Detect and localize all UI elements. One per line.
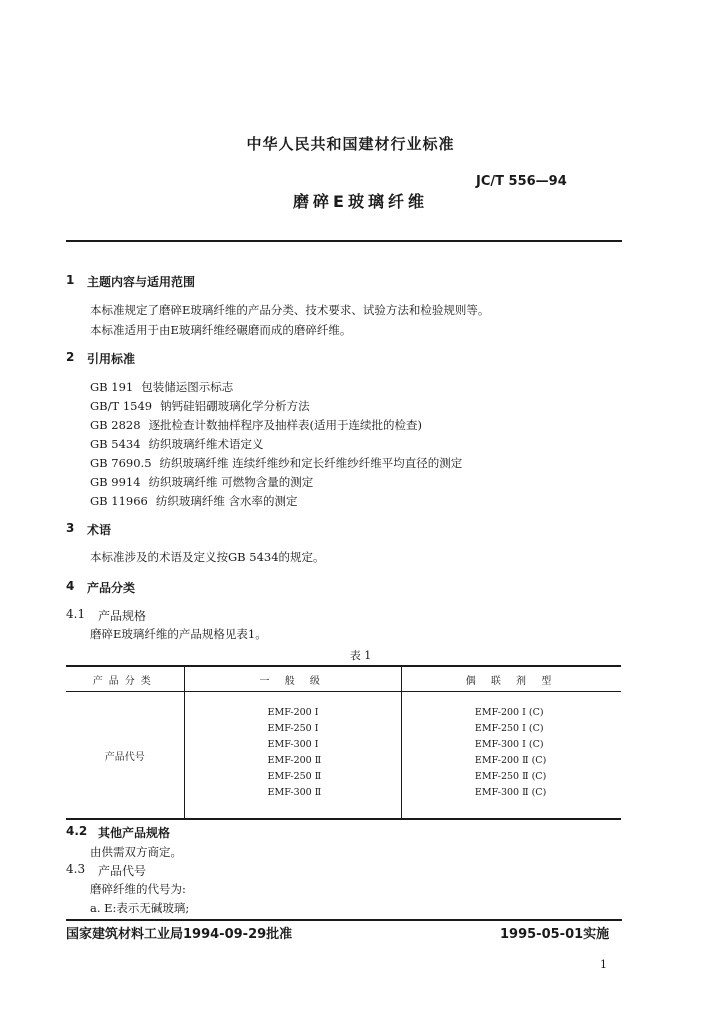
product-code: EMF-300 Ⅰ (C) bbox=[474, 739, 544, 750]
subsection-4-1-title: 产品规格 bbox=[98, 609, 147, 623]
section-2-title: 引用标准 bbox=[87, 352, 136, 366]
product-code: EMF-200 Ⅱ bbox=[267, 755, 322, 766]
page-number: 1 bbox=[600, 958, 607, 971]
section-1-paragraph-1: 本标准规定了磨碎E玻璃纤维的产品分类、技术要求、试验方法和检验规则等。 bbox=[90, 303, 490, 317]
reference-name: 逐批检查计数抽样程序及抽样表(适用于连续批的检查) bbox=[148, 418, 423, 432]
reference-code: GB 9914 bbox=[90, 475, 141, 489]
coupling-agent-list bbox=[403, 693, 620, 817]
reference-item bbox=[90, 455, 462, 471]
reference-name: 纺织玻璃纤维术语定义 bbox=[148, 437, 264, 451]
reference-item bbox=[90, 398, 310, 414]
subsection-4-1-number: 4.1 bbox=[66, 607, 86, 621]
reference-item bbox=[90, 436, 264, 452]
product-code: EMF-250 Ⅱ (C) bbox=[474, 771, 547, 782]
reference-code: GB/T 1549 bbox=[90, 399, 153, 413]
reference-code: GB 5434 bbox=[90, 437, 141, 451]
section-1-paragraph-2: 本标准适用于由E玻璃纤维经碾磨而成的磨碎纤维。 bbox=[90, 323, 352, 337]
reference-code: GB 2828 bbox=[90, 418, 141, 432]
section-3-number: 3 bbox=[66, 521, 75, 535]
product-code: EMF-250 Ⅰ (C) bbox=[474, 723, 544, 734]
reference-code: GB 7690.5 bbox=[90, 456, 152, 470]
reference-name: 纺织玻璃纤维 连续纤维纱和定长纤维纱纤维平均直径的测定 bbox=[159, 456, 463, 470]
product-code: EMF-300 Ⅱ (C) bbox=[474, 787, 547, 798]
bottom-rule-divider bbox=[66, 919, 622, 921]
subsection-4-2-paragraph: 由供需双方商定。 bbox=[90, 845, 182, 859]
product-code: EMF-200 Ⅰ (C) bbox=[474, 707, 544, 718]
reference-item bbox=[90, 417, 422, 433]
reference-name: 钠钙硅铝硼玻璃化学分析方法 bbox=[160, 399, 310, 413]
table-header-cell: 一 般 级 bbox=[184, 666, 401, 692]
section-3-title: 术语 bbox=[87, 523, 112, 537]
row-label-cell bbox=[66, 692, 184, 820]
general-grade-list bbox=[186, 693, 400, 817]
subsection-4-3-title: 产品代号 bbox=[98, 864, 147, 878]
table-header-cell: 偶 联 剂 型 bbox=[401, 666, 621, 692]
general-grade-cell bbox=[184, 692, 401, 820]
subsection-4-3-item-a: a. E:表示无碱玻璃; bbox=[90, 901, 190, 915]
section-3-paragraph: 本标准涉及的术语及定义按GB 5434的规定。 bbox=[90, 550, 325, 564]
section-4-number: 4 bbox=[66, 579, 75, 593]
table-header-cell: 产品分类 bbox=[66, 666, 184, 692]
top-rule-divider bbox=[66, 240, 622, 242]
reference-code: GB 11966 bbox=[90, 494, 148, 508]
section-1-title: 主题内容与适用范围 bbox=[87, 275, 196, 289]
product-code: EMF-250 Ⅰ bbox=[267, 723, 319, 734]
reference-name: 纺织玻璃纤维 可燃物含量的测定 bbox=[148, 475, 314, 489]
subsection-4-3-paragraph: 磨碎纤维的代号为: bbox=[90, 882, 186, 896]
product-code: EMF-300 Ⅰ bbox=[267, 739, 319, 750]
row-label: 产品代号 bbox=[104, 751, 145, 763]
reference-item bbox=[90, 493, 298, 509]
approval-statement: 国家建筑材料工业局1994-09-29批准 bbox=[66, 927, 293, 942]
product-spec-table bbox=[66, 665, 621, 820]
table-caption: 表 1 bbox=[349, 649, 372, 662]
reference-name: 纺织玻璃纤维 含水率的测定 bbox=[155, 494, 298, 508]
product-code: EMF-200 Ⅰ bbox=[267, 707, 319, 718]
table-row bbox=[66, 692, 621, 820]
reference-item bbox=[90, 379, 233, 395]
standard-code: JC/T 556—94 bbox=[476, 174, 567, 189]
product-code: EMF-300 Ⅱ bbox=[267, 787, 322, 798]
subsection-4-3-number: 4.3 bbox=[66, 862, 86, 876]
reference-code: GB 191 bbox=[90, 380, 134, 394]
reference-item bbox=[90, 474, 313, 490]
table-header-row bbox=[66, 666, 621, 692]
coupling-agent-cell bbox=[401, 692, 621, 820]
section-1-number: 1 bbox=[66, 273, 75, 287]
product-code: EMF-250 Ⅱ bbox=[267, 771, 322, 782]
issuing-organization: 中华人民共和国建材行业标准 bbox=[246, 135, 455, 153]
product-code: EMF-200 Ⅱ (C) bbox=[474, 755, 547, 766]
subsection-4-1-paragraph: 磨碎E玻璃纤维的产品规格见表1。 bbox=[90, 627, 267, 641]
subsection-4-2-title: 其他产品规格 bbox=[98, 826, 171, 840]
reference-name: 包装储运图示标志 bbox=[141, 380, 234, 394]
document-title: 磨碎E玻璃纤维 bbox=[293, 192, 428, 211]
subsection-4-2-number: 4.2 bbox=[66, 824, 88, 838]
effective-date: 1995-05-01实施 bbox=[500, 927, 610, 942]
section-4-title: 产品分类 bbox=[87, 581, 136, 595]
section-2-number: 2 bbox=[66, 350, 75, 364]
